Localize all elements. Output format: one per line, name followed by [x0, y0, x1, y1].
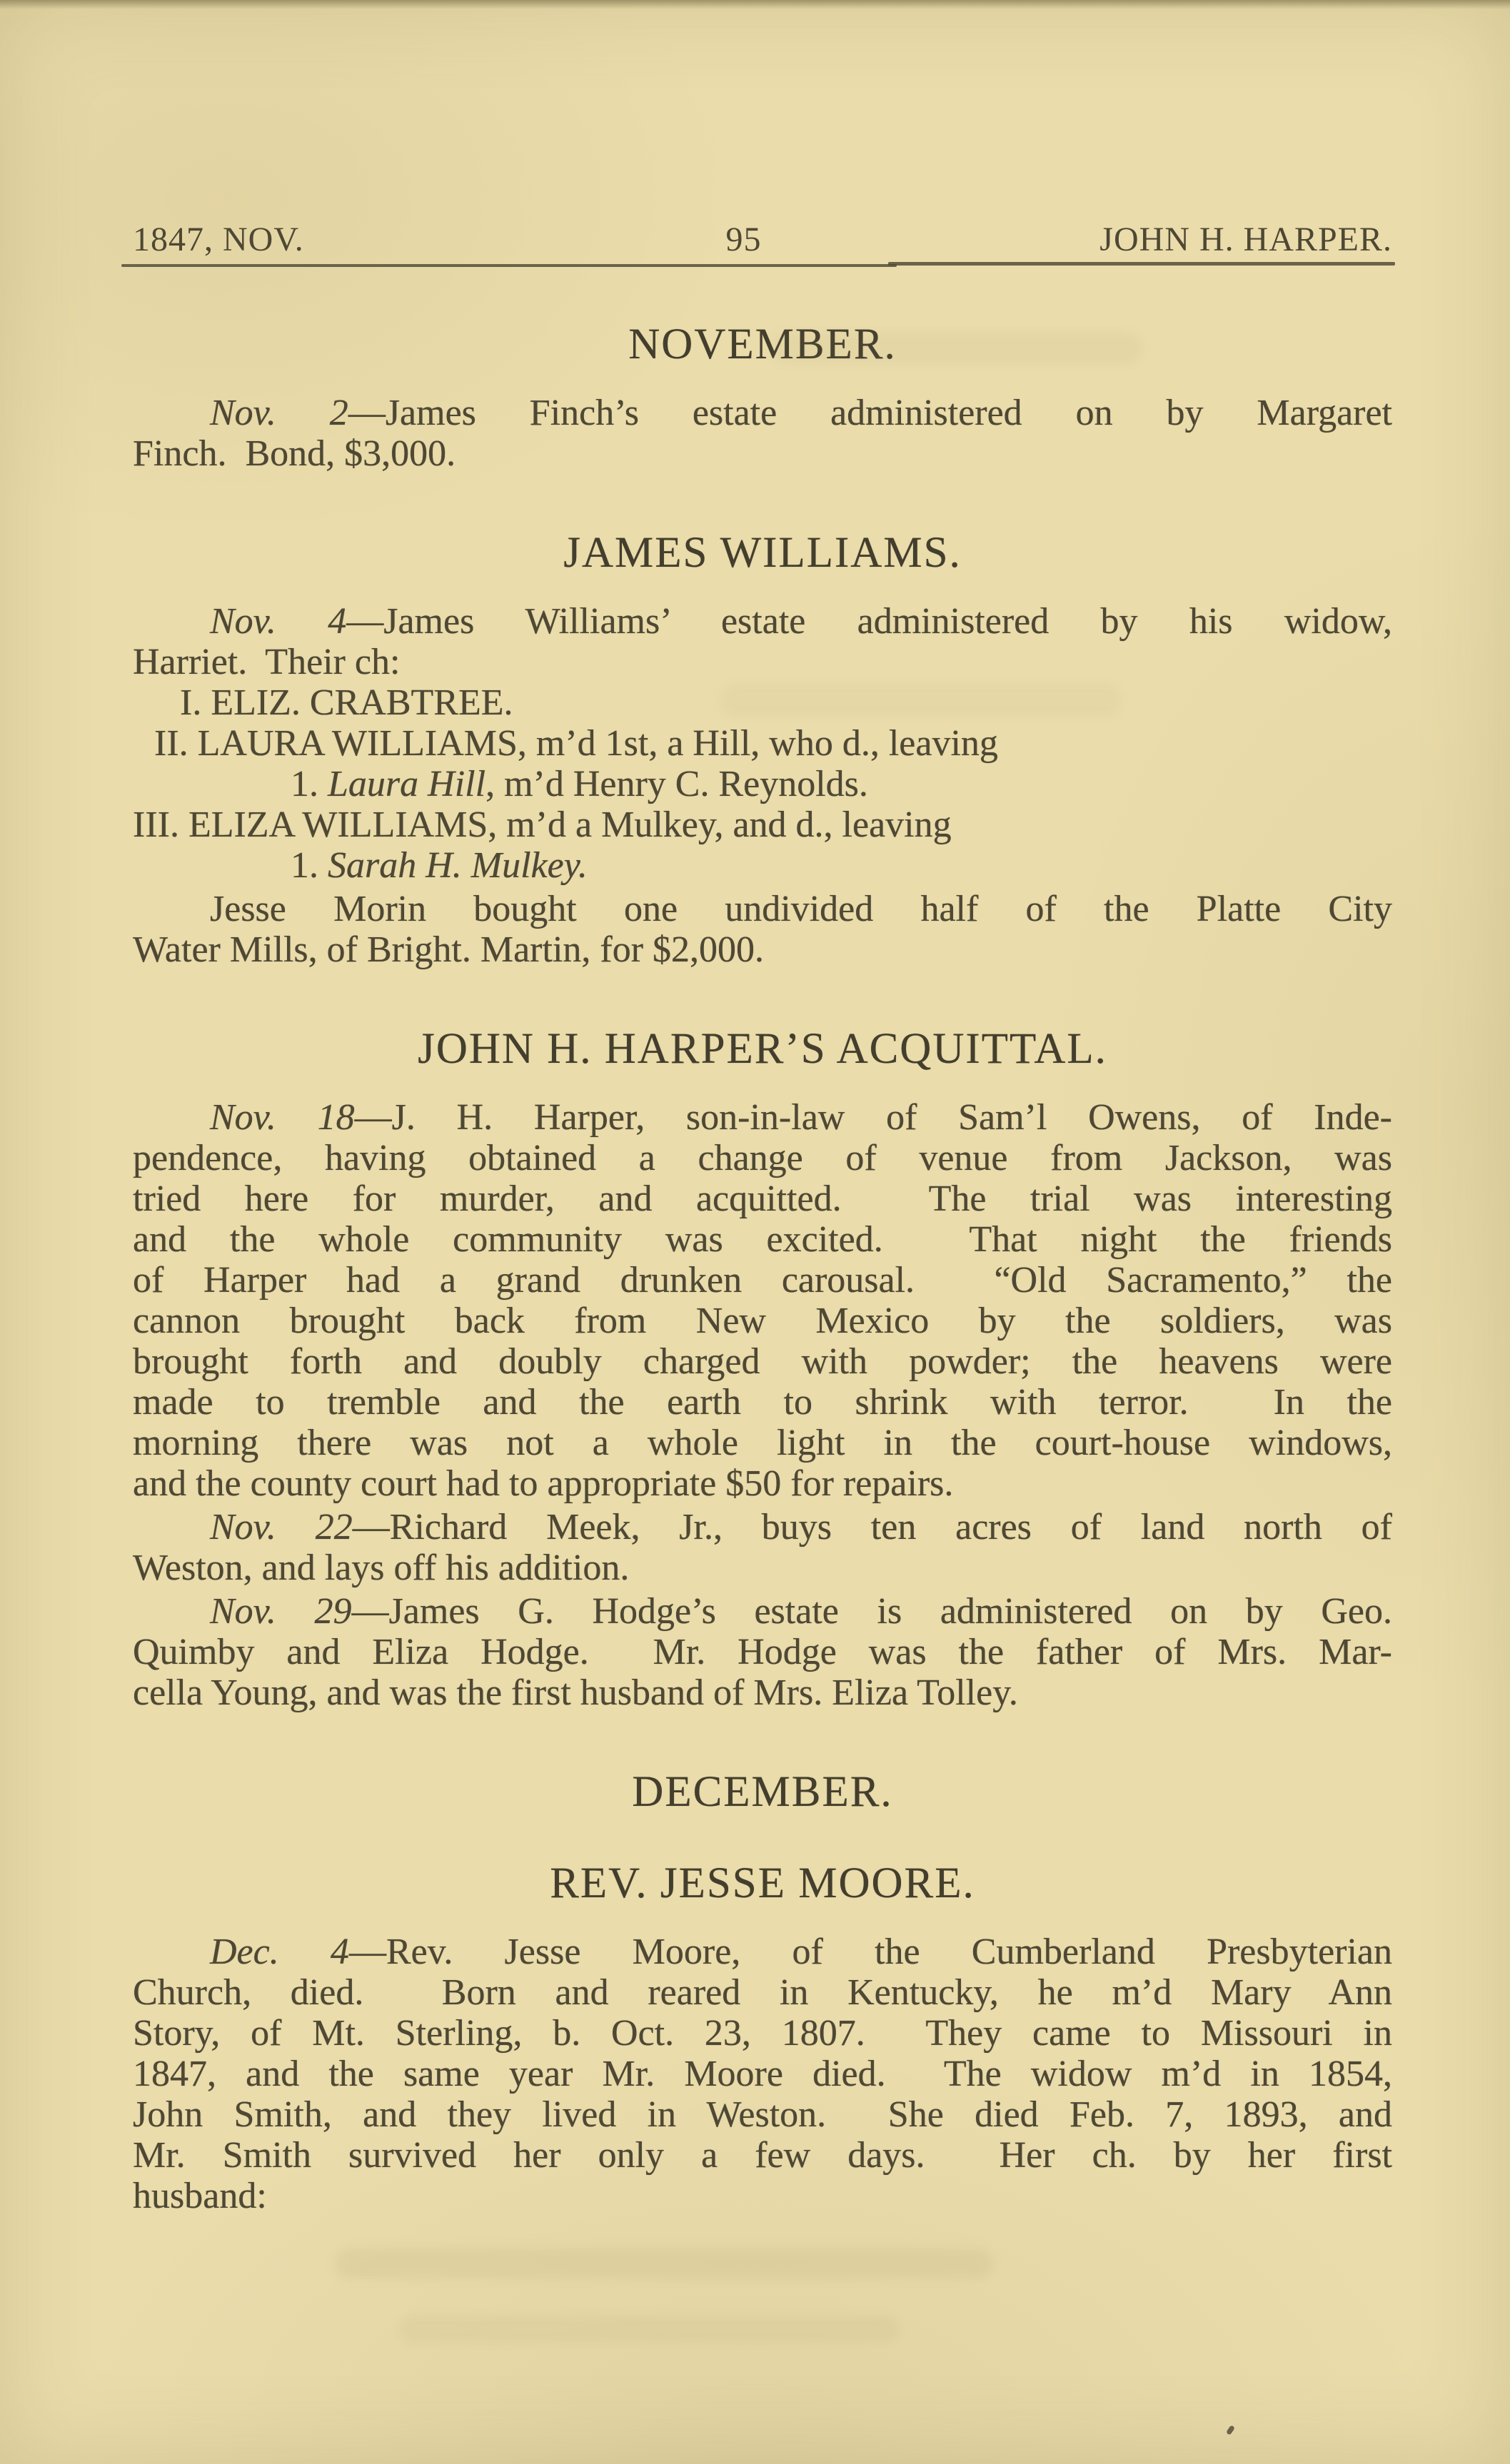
- section-heading: JAMES WILLIAMS.: [563, 529, 962, 577]
- text-line: [133, 1507, 1392, 1547]
- text-line: [133, 1301, 1392, 1341]
- text-segment: 1847, and the same year Mr. Moore died. The widow m’d in 1854,: [133, 2054, 1392, 2094]
- text-line: [133, 1178, 1392, 1219]
- text-line: [133, 1632, 1392, 1672]
- text-segment: —James G. Hodge’s estate is administered on by Geo.: [351, 1591, 1393, 1632]
- text-line: [133, 889, 1392, 929]
- text-line: [133, 1097, 1392, 1138]
- text-segment: —James Williams’ estate administered by his widow,: [346, 601, 1393, 642]
- text-segment: —J. H. Harper, son-in-law of Sam’l Owens, of Inde-: [354, 1097, 1393, 1138]
- text-segment: morning there was not a whole light in the court-house windows,: [133, 1423, 1392, 1463]
- text-line: [133, 642, 1392, 682]
- text-line: [133, 723, 1392, 764]
- italic-text: Dec. 4: [210, 1932, 349, 1972]
- text-segment: of Harper had a grand drunken carousal. “Old Sacramento,” the: [133, 1260, 1392, 1301]
- text-segment: Harriet. Their ch:: [133, 642, 401, 682]
- text-segment: Mr. Smith survived her only a few days. Her ch. by her first: [133, 2135, 1392, 2176]
- text-line: [133, 1382, 1392, 1423]
- text-segment: II. LAURA WILLIAMS, m’d 1st, a Hill, who d., leaving: [154, 723, 998, 764]
- section-heading: DECEMBER.: [632, 1768, 893, 1816]
- text-line: [133, 1972, 1392, 2013]
- text-line: [133, 2135, 1392, 2176]
- italic-text: Nov. 4: [210, 601, 347, 642]
- text-segment: Weston, and lays off his addition.: [133, 1547, 630, 1588]
- header-date: 1847, NOV.: [133, 221, 304, 258]
- text-line: [133, 929, 1392, 970]
- text-line: [133, 1932, 1392, 1972]
- section-heading: JOHN H. HARPER’S ACQUITTAL.: [418, 1025, 1107, 1073]
- text-segment: and the county court had to appropriate $50 for repairs.: [133, 1463, 954, 1504]
- text-segment: Story, of Mt. Sterling, b. Oct. 23, 1807. They came to Missouri in: [133, 2013, 1392, 2054]
- text-segment: pendence, having obtained a change of venue from Jackson, was: [133, 1138, 1392, 1178]
- show-through-smudge: [400, 2316, 900, 2343]
- text-line: [133, 1219, 1392, 1260]
- text-segment: and the whole community was excited. That night the friends: [133, 1219, 1392, 1260]
- page-header: [133, 220, 1392, 263]
- italic-text: Nov. 18: [210, 1097, 355, 1138]
- text-segment: cella Young, and was the first husband of Mrs. Eliza Tolley.: [133, 1672, 1018, 1713]
- text-line: [133, 433, 1392, 474]
- scan-top-edge: [0, 0, 1510, 9]
- text-segment: brought forth and doubly charged with powder; the heavens were: [133, 1341, 1392, 1382]
- header-page-number: 95: [725, 221, 762, 258]
- text-segment: Jesse Morin bought one undivided half of the Platte City: [210, 889, 1392, 929]
- section-heading: REV. JESSE MOORE.: [550, 1859, 975, 1907]
- text-segment: John Smith, and they lived in Weston. She died Feb. 7, 1893, and: [133, 2094, 1392, 2135]
- italic-text: Nov. 2: [210, 393, 348, 433]
- text-line: [133, 682, 1392, 723]
- text-line: [133, 2013, 1392, 2054]
- text-segment: 1.: [291, 845, 328, 886]
- text-line: [133, 2176, 1392, 2216]
- text-segment: I. ELIZ. CRABTREE.: [180, 682, 513, 723]
- text-segment: , m’d Henry C. Reynolds.: [485, 764, 868, 804]
- text-line: [133, 1341, 1392, 1382]
- text-segment: Water Mills, of Bright. Martin, for $2,000.: [133, 929, 765, 970]
- text-line: [133, 804, 1392, 845]
- text-segment: Church, died. Born and reared in Kentucky, he m’d Mary Ann: [133, 1972, 1392, 2013]
- text-segment: made to tremble and the earth to shrink with terror. In the: [133, 1382, 1392, 1423]
- text-line: [133, 1138, 1392, 1178]
- text-line: [133, 1672, 1392, 1713]
- text-segment: husband:: [133, 2176, 267, 2216]
- italic-text: Nov. 29: [210, 1591, 352, 1632]
- show-through-smudge: [336, 2248, 992, 2278]
- italic-text: Sarah H. Mulkey.: [328, 845, 588, 886]
- text-segment: Finch. Bond, $3,000.: [133, 433, 456, 474]
- text-line: [133, 845, 1392, 886]
- text-segment: tried here for murder, and acquitted. The trial was interesting: [133, 1178, 1392, 1219]
- text-segment: cannon brought back from New Mexico by the soldiers, was: [133, 1301, 1392, 1341]
- text-segment: 1.: [291, 764, 328, 804]
- text-line: [133, 764, 1392, 804]
- text-line: [133, 601, 1392, 642]
- text-segment: III. ELIZA WILLIAMS, m’d a Mulkey, and d., leaving: [133, 804, 952, 845]
- header-title: JOHN H. HARPER.: [1099, 221, 1392, 258]
- text-line: [133, 1260, 1392, 1301]
- text-line: [133, 1463, 1392, 1504]
- text-line: [133, 1591, 1392, 1632]
- page-body: [133, 266, 1392, 2216]
- text-line: [133, 1547, 1392, 1588]
- text-segment: —Richard Meek, Jr., buys ten acres of land north of: [352, 1507, 1393, 1547]
- text-line: [133, 393, 1392, 433]
- text-line: [133, 2094, 1392, 2135]
- text-segment: —James Finch’s estate administered on by Margaret: [348, 393, 1393, 433]
- text-line: [133, 2054, 1392, 2094]
- italic-text: Laura Hill: [328, 764, 486, 804]
- section-heading: NOVEMBER.: [628, 320, 897, 368]
- text-segment: —Rev. Jesse Moore, of the Cumberland Presbyterian: [348, 1932, 1392, 1972]
- text-segment: Quimby and Eliza Hodge. Mr. Hodge was the father of Mrs. Mar-: [133, 1632, 1392, 1672]
- text-line: [133, 1423, 1392, 1463]
- ink-speck: [1226, 2425, 1235, 2435]
- italic-text: Nov. 22: [210, 1507, 353, 1547]
